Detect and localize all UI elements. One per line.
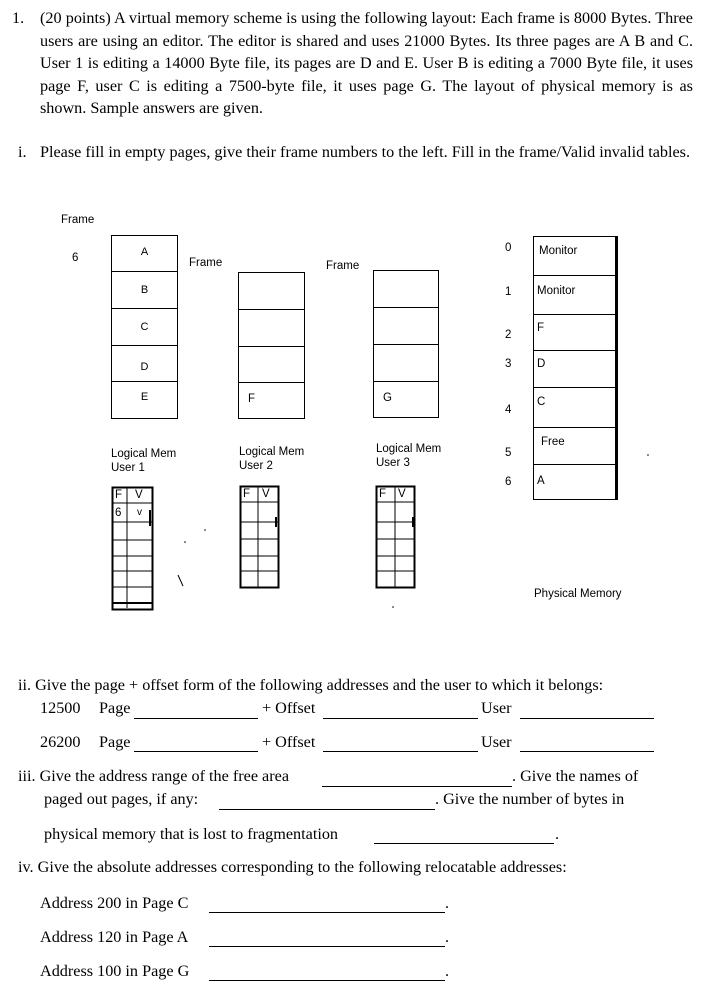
phys-frame-number-4: 4 bbox=[505, 404, 512, 416]
part-iii-line2a: paged out pages, if any: bbox=[44, 790, 199, 808]
part-ii-row2-page-label: Page bbox=[99, 733, 131, 751]
part-i-text: Please fill in empty pages, give their frame numbers to the left. Fill in the frame/Valid invalid tables. bbox=[40, 143, 691, 161]
frame-header-user3: Frame bbox=[326, 260, 360, 272]
part-ii-row1-address: 12500 bbox=[40, 699, 81, 717]
phys-frame-0: Monitor bbox=[539, 245, 578, 257]
part-iii-line3b: . bbox=[555, 825, 560, 843]
user1-table-row1-valid: v bbox=[137, 507, 142, 518]
user2-label-line2: User 2 bbox=[239, 460, 273, 472]
physical-memory-label: Physical Memory bbox=[534, 588, 622, 600]
user1-page-a: A bbox=[140, 246, 149, 258]
user3-label-line1: Logical Mem bbox=[376, 443, 442, 455]
phys-frame-4: C bbox=[537, 396, 546, 408]
phys-frame-number-0: 0 bbox=[505, 242, 512, 254]
phys-frame-5: Free bbox=[541, 436, 565, 448]
user1-label-line1: Logical Mem bbox=[111, 448, 177, 460]
part-iii-line1a: iii. Give the address range of the free area bbox=[18, 767, 290, 785]
user1-table-header-v: V bbox=[135, 489, 143, 501]
phys-frame-1: Monitor bbox=[537, 285, 576, 297]
part-iv-item3-label: Address 100 in Page G bbox=[40, 962, 190, 980]
phys-frame-number-6: 6 bbox=[505, 476, 512, 488]
part-iv-item1-blank[interactable] bbox=[209, 912, 445, 913]
user1-page-b: B bbox=[140, 284, 149, 296]
part-ii-row2-address: 26200 bbox=[40, 733, 81, 751]
user2-table-header-f: F bbox=[243, 488, 251, 500]
part-i-number: i. bbox=[18, 143, 27, 161]
frame-header-user2: Frame bbox=[189, 257, 223, 269]
user1-page-c: C bbox=[140, 321, 149, 333]
user3-label-line2: User 3 bbox=[376, 457, 410, 469]
part-ii-row1-offset-blank[interactable] bbox=[323, 718, 478, 719]
phys-frame-3: D bbox=[537, 358, 546, 370]
question-text: (20 points) A virtual memory scheme is using the following layout: Each frame is 8000 Bytes. Three users are using an editor. The editor is shared and uses 21000 Bytes. Its three pages are A B and C. User 1 is editing a 14000 Byte file, its pages are D and E. User B is editing a 7000 Byte file, it uses page F, user C is editing a 7500-byte file, it uses page G. The layout of physical memory is as shown. Sample answers are given. bbox=[40, 9, 693, 117]
part-ii-row1-offset-label: + Offset bbox=[262, 699, 316, 717]
user3-page-g: G bbox=[383, 392, 392, 404]
user2-table-header-v: V bbox=[262, 488, 270, 500]
part-iii-line3a: physical memory that is lost to fragmentation bbox=[44, 825, 339, 843]
user1-label-line2: User 1 bbox=[111, 462, 145, 474]
part-iii-free-area-blank[interactable] bbox=[322, 786, 512, 787]
part-iii-fragmentation-blank[interactable] bbox=[374, 843, 554, 844]
part-ii-row2-page-blank[interactable] bbox=[134, 751, 258, 752]
part-iii-line2b: . Give the number of bytes in bbox=[435, 790, 625, 808]
user1-table-row1-frame: 6 bbox=[115, 507, 122, 519]
phys-frame-6: A bbox=[537, 475, 545, 487]
part-ii-row2-user-blank[interactable] bbox=[520, 751, 654, 752]
physical-memory bbox=[533, 236, 618, 500]
user3-table-header-v: V bbox=[398, 488, 406, 500]
phys-frame-number-5: 5 bbox=[505, 447, 512, 459]
part-ii-row2-user-label: User bbox=[481, 733, 512, 751]
question-number: 1. bbox=[12, 9, 25, 27]
part-iv-item3-end: . bbox=[445, 962, 450, 980]
part-iv-item1-end: . bbox=[445, 894, 450, 912]
user1-page-d: D bbox=[140, 361, 149, 373]
part-iv-item2-blank[interactable] bbox=[209, 946, 445, 947]
user2-label-line1: Logical Mem bbox=[239, 446, 305, 458]
part-iv-item2-end: . bbox=[445, 928, 450, 946]
part-ii-row2-offset-blank[interactable] bbox=[323, 751, 478, 752]
user1-frame-number: 6 bbox=[72, 252, 79, 264]
frame-header-user1: Frame bbox=[61, 214, 95, 226]
part-iv-item2-label: Address 120 in Page A bbox=[40, 928, 189, 946]
part-ii-row2-offset-label: + Offset bbox=[262, 733, 316, 751]
user2-page-f: F bbox=[248, 393, 256, 405]
phys-frame-2: F bbox=[537, 322, 545, 334]
part-ii-row1-page-label: Page bbox=[99, 699, 131, 717]
part-iv-item3-blank[interactable] bbox=[209, 980, 445, 981]
phys-frame-number-1: 1 bbox=[505, 286, 512, 298]
part-ii-row1-user-label: User bbox=[481, 699, 512, 717]
user1-table-header-f: F bbox=[115, 489, 123, 501]
part-iii-paged-out-blank[interactable] bbox=[219, 809, 435, 810]
part-iv-text: iv. Give the absolute addresses corresponding to the following relocatable addresses: bbox=[18, 858, 567, 876]
user1-page-e: E bbox=[140, 391, 149, 403]
phys-frame-number-2: 2 bbox=[505, 329, 512, 341]
part-iv-item1-label: Address 200 in Page C bbox=[40, 894, 189, 912]
phys-frame-number-3: 3 bbox=[505, 358, 512, 370]
part-ii-text: ii. Give the page + offset form of the following addresses and the user to which it belongs: bbox=[18, 676, 604, 694]
part-ii-row1-page-blank[interactable] bbox=[134, 718, 258, 719]
part-ii-row1-user-blank[interactable] bbox=[520, 718, 654, 719]
part-iii-line1b: . Give the names of bbox=[512, 767, 639, 785]
user3-table-header-f: F bbox=[379, 488, 387, 500]
